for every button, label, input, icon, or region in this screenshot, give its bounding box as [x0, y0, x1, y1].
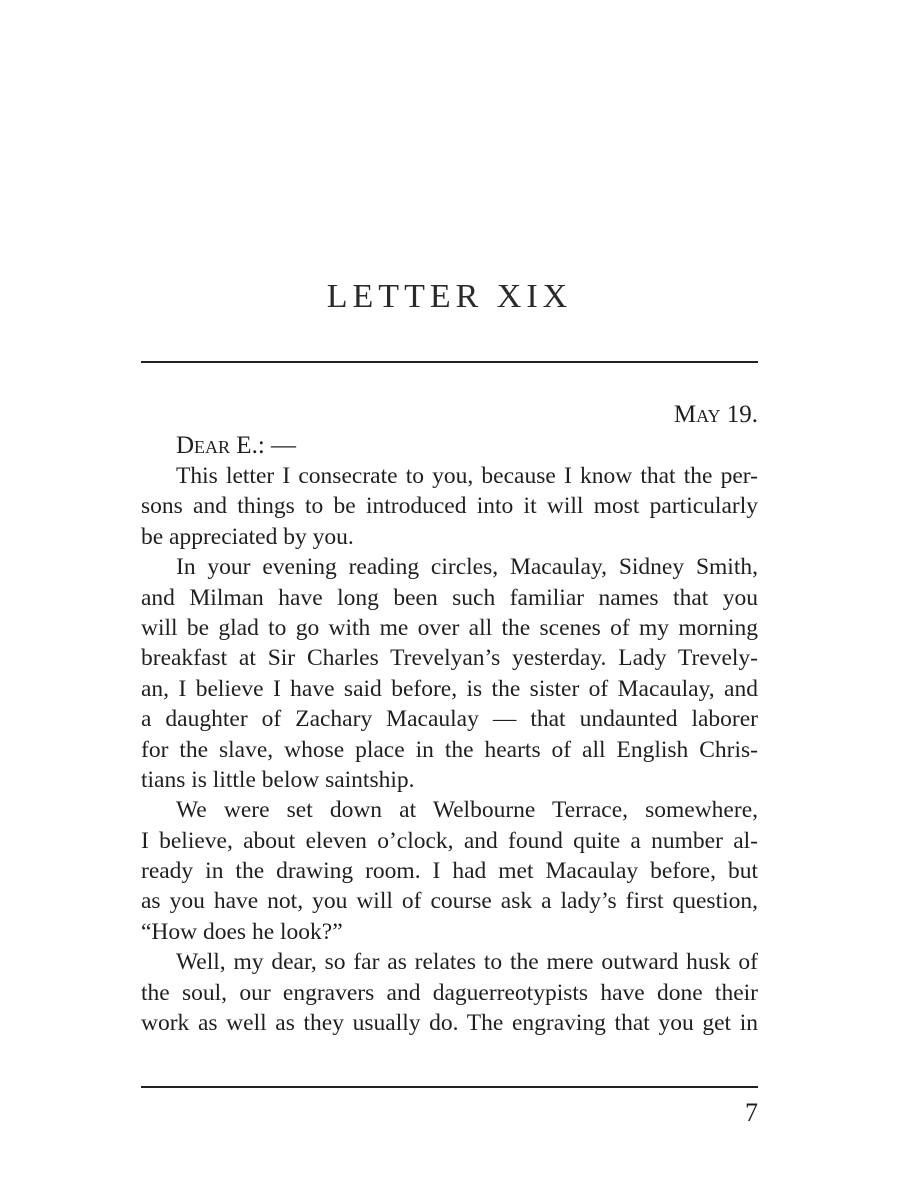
- top-rule: [141, 361, 758, 363]
- text-line: an, I believe I have said before, is the sister of Macaulay, and: [141, 675, 758, 702]
- text-line: “How does he look?”: [141, 918, 343, 945]
- text-line: for the slave, whose place in the hearts of all English Chris-: [141, 736, 758, 763]
- letter-body: [141, 461, 758, 1038]
- text-line: tians is little below saintship.: [141, 766, 415, 793]
- text-line: sons and things to be introduced into it will most particularly: [141, 493, 758, 520]
- text-line: breakfast at Sir Charles Trevelyan’s yesterday. Lady Trevely-: [141, 645, 758, 672]
- text-line: Well, my dear, so far as relates to the mere outward husk of: [176, 949, 758, 976]
- text-line: a daughter of Zachary Macaulay — that undaunted laborer: [141, 706, 758, 733]
- text-line: and Milman have long been such familiar names that you: [141, 584, 758, 611]
- text-line: We were set down at Welbourne Terrace, somewhere,: [176, 797, 758, 824]
- bottom-rule: [141, 1086, 758, 1088]
- text-line: In your evening reading circles, Macaulay, Sidney Smith,: [176, 554, 758, 581]
- text-line: work as well as they usually do. The engraving that you get in: [141, 1010, 758, 1037]
- text-line: I believe, about eleven o’clock, and found quite a number al-: [141, 827, 758, 854]
- salutation: Dear E.: —: [176, 432, 297, 459]
- dateline: May 19.: [673, 401, 758, 428]
- text-line: will be glad to go with me over all the scenes of my morning: [141, 614, 758, 641]
- text-line: This letter I consecrate to you, because I know that the per-: [176, 463, 758, 489]
- chapter-title: LETTER XIX: [326, 278, 573, 315]
- page-number: 7: [745, 1098, 758, 1127]
- text-line: as you have not, you will of course ask a lady’s first question,: [141, 888, 758, 915]
- text-line: be appreciated by you.: [141, 523, 354, 550]
- text-line: ready in the drawing room. I had met Macaulay before, but: [141, 858, 758, 885]
- text-line: the soul, our engravers and daguerreotypists have done their: [141, 979, 758, 1006]
